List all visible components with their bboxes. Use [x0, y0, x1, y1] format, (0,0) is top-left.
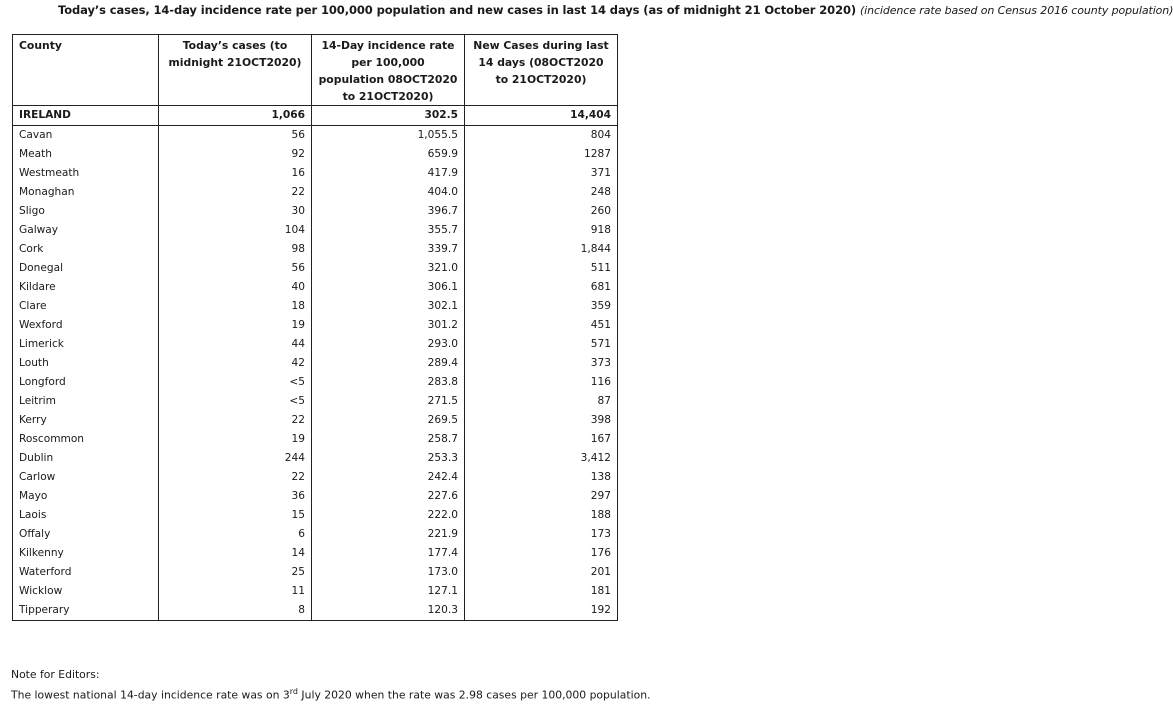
incidence-rate-cell: 269.5	[312, 411, 465, 430]
new-cases-14d-cell: 371	[465, 164, 618, 183]
today-cases-cell: 40	[159, 278, 312, 297]
county-cell: Donegal	[13, 259, 159, 278]
table-row	[13, 240, 618, 259]
incidence-rate-cell: 221.9	[312, 525, 465, 544]
new-cases-14d-cell: 192	[465, 601, 618, 621]
county-cell: Leitrim	[13, 392, 159, 411]
today-cases-cell: 16	[159, 164, 312, 183]
table-row	[13, 449, 618, 468]
notes-line	[11, 683, 650, 704]
incidence-rate-cell: 396.7	[312, 202, 465, 221]
today-cases-cell: 98	[159, 240, 312, 259]
new-cases-14d-cell: 373	[465, 354, 618, 373]
county-cell: Waterford	[13, 563, 159, 582]
county-cell: Kilkenny	[13, 544, 159, 563]
table-row	[13, 544, 618, 563]
table-header-row	[13, 35, 618, 106]
today-cases-cell: 19	[159, 430, 312, 449]
today-cases-cell: 22	[159, 183, 312, 202]
table-row	[13, 278, 618, 297]
today-cases-cell: 56	[159, 126, 312, 146]
today-cases-cell: <5	[159, 373, 312, 392]
national-cases14: 14,404	[465, 106, 618, 126]
today-cases-cell: 11	[159, 582, 312, 601]
table-row	[13, 259, 618, 278]
incidence-rate-cell: 177.4	[312, 544, 465, 563]
county-cell: Carlow	[13, 468, 159, 487]
incidence-rate-cell: 355.7	[312, 221, 465, 240]
incidence-rate-cell: 120.3	[312, 601, 465, 621]
table-row	[13, 468, 618, 487]
incidence-rate-cell: 173.0	[312, 563, 465, 582]
today-cases-cell: 22	[159, 411, 312, 430]
incidence-rate-cell: 417.9	[312, 164, 465, 183]
column-header-rate: 14-Day incidence rate per 100,000 population 08OCT2020 to 21OCT2020)	[312, 35, 465, 106]
table-row	[13, 392, 618, 411]
new-cases-14d-cell: 511	[465, 259, 618, 278]
new-cases-14d-cell: 571	[465, 335, 618, 354]
new-cases-14d-cell: 248	[465, 183, 618, 202]
column-header-county: County	[13, 35, 159, 106]
table-row	[13, 354, 618, 373]
incidence-rate-cell: 283.8	[312, 373, 465, 392]
county-cell: Sligo	[13, 202, 159, 221]
table-row	[13, 335, 618, 354]
incidence-rate-cell: 258.7	[312, 430, 465, 449]
national-county: IRELAND	[13, 106, 159, 126]
incidence-rate-cell: 271.5	[312, 392, 465, 411]
table-row	[13, 164, 618, 183]
county-cell: Westmeath	[13, 164, 159, 183]
new-cases-14d-cell: 188	[465, 506, 618, 525]
today-cases-cell: 22	[159, 468, 312, 487]
national-rate: 302.5	[312, 106, 465, 126]
incidence-rate-cell: 1,055.5	[312, 126, 465, 146]
notes-text-after: July 2020 when the rate was 2.98 cases per 100,000 population.	[297, 688, 651, 702]
column-header-today: Today’s cases (to midnight 21OCT2020)	[159, 35, 312, 106]
incidence-rate-cell: 289.4	[312, 354, 465, 373]
incidence-rate-cell: 242.4	[312, 468, 465, 487]
today-cases-cell: 15	[159, 506, 312, 525]
notes-heading: Note for Editors:	[11, 668, 100, 681]
county-cell: Kerry	[13, 411, 159, 430]
new-cases-14d-cell: 201	[465, 563, 618, 582]
incidence-rate-cell: 301.2	[312, 316, 465, 335]
new-cases-14d-cell: 87	[465, 392, 618, 411]
county-cell: Mayo	[13, 487, 159, 506]
today-cases-cell: 42	[159, 354, 312, 373]
county-cell: Offaly	[13, 525, 159, 544]
incidence-rate-cell: 321.0	[312, 259, 465, 278]
table-row	[13, 145, 618, 164]
county-cell: Louth	[13, 354, 159, 373]
county-cell: Kildare	[13, 278, 159, 297]
title-note: (incidence rate based on Census 2016 county population)	[859, 4, 1173, 17]
new-cases-14d-cell: 176	[465, 544, 618, 563]
title-text: Today’s cases, 14-day incidence rate per 100,000 population and new cases in last 14 days (as of midnight 21 October 2020)	[58, 3, 857, 17]
new-cases-14d-cell: 3,412	[465, 449, 618, 468]
table-row	[13, 525, 618, 544]
today-cases-cell: 18	[159, 297, 312, 316]
new-cases-14d-cell: 173	[465, 525, 618, 544]
today-cases-cell: 104	[159, 221, 312, 240]
incidence-rate-cell: 227.6	[312, 487, 465, 506]
county-cell: Longford	[13, 373, 159, 392]
editor-notes	[11, 666, 650, 704]
page-title	[58, 3, 1173, 17]
county-cell: Wexford	[13, 316, 159, 335]
incidence-rate-cell: 253.3	[312, 449, 465, 468]
new-cases-14d-cell: 1287	[465, 145, 618, 164]
county-cell: Meath	[13, 145, 159, 164]
incidence-rate-cell: 659.9	[312, 145, 465, 164]
county-cell: Tipperary	[13, 601, 159, 621]
table-row	[13, 126, 618, 146]
new-cases-14d-cell: 138	[465, 468, 618, 487]
new-cases-14d-cell: 804	[465, 126, 618, 146]
county-cell: Cavan	[13, 126, 159, 146]
table-row	[13, 202, 618, 221]
county-cell: Cork	[13, 240, 159, 259]
national-today: 1,066	[159, 106, 312, 126]
table-row	[13, 221, 618, 240]
table-row	[13, 563, 618, 582]
county-cell: Roscommon	[13, 430, 159, 449]
table-row	[13, 506, 618, 525]
today-cases-cell: 25	[159, 563, 312, 582]
new-cases-14d-cell: 116	[465, 373, 618, 392]
county-cases-table	[12, 34, 618, 621]
new-cases-14d-cell: 167	[465, 430, 618, 449]
today-cases-cell: <5	[159, 392, 312, 411]
new-cases-14d-cell: 297	[465, 487, 618, 506]
today-cases-cell: 30	[159, 202, 312, 221]
incidence-rate-cell: 293.0	[312, 335, 465, 354]
table-row	[13, 601, 618, 621]
column-header-cases14: New Cases during last 14 days (08OCT2020 to 21OCT2020)	[465, 35, 618, 106]
incidence-rate-cell: 127.1	[312, 582, 465, 601]
county-cell: Dublin	[13, 449, 159, 468]
table-row	[13, 411, 618, 430]
notes-text-before: The lowest national 14-day incidence rate was on 3	[11, 688, 290, 702]
today-cases-cell: 19	[159, 316, 312, 335]
table-row	[13, 582, 618, 601]
today-cases-cell: 244	[159, 449, 312, 468]
table-row	[13, 373, 618, 392]
new-cases-14d-cell: 398	[465, 411, 618, 430]
county-cell: Laois	[13, 506, 159, 525]
county-cell: Clare	[13, 297, 159, 316]
national-row	[13, 106, 618, 126]
new-cases-14d-cell: 918	[465, 221, 618, 240]
today-cases-cell: 14	[159, 544, 312, 563]
today-cases-cell: 44	[159, 335, 312, 354]
table-row	[13, 316, 618, 335]
incidence-rate-cell: 222.0	[312, 506, 465, 525]
new-cases-14d-cell: 181	[465, 582, 618, 601]
new-cases-14d-cell: 451	[465, 316, 618, 335]
table-row	[13, 183, 618, 202]
today-cases-cell: 36	[159, 487, 312, 506]
incidence-rate-cell: 404.0	[312, 183, 465, 202]
table-row	[13, 430, 618, 449]
new-cases-14d-cell: 359	[465, 297, 618, 316]
incidence-rate-cell: 339.7	[312, 240, 465, 259]
today-cases-cell: 6	[159, 525, 312, 544]
today-cases-cell: 92	[159, 145, 312, 164]
notes-superscript: rd	[289, 687, 298, 696]
today-cases-cell: 8	[159, 601, 312, 621]
county-cell: Galway	[13, 221, 159, 240]
new-cases-14d-cell: 1,844	[465, 240, 618, 259]
table-row	[13, 297, 618, 316]
incidence-rate-cell: 302.1	[312, 297, 465, 316]
county-cell: Monaghan	[13, 183, 159, 202]
county-cell: Limerick	[13, 335, 159, 354]
county-cell: Wicklow	[13, 582, 159, 601]
table-row	[13, 487, 618, 506]
incidence-rate-cell: 306.1	[312, 278, 465, 297]
today-cases-cell: 56	[159, 259, 312, 278]
new-cases-14d-cell: 260	[465, 202, 618, 221]
new-cases-14d-cell: 681	[465, 278, 618, 297]
